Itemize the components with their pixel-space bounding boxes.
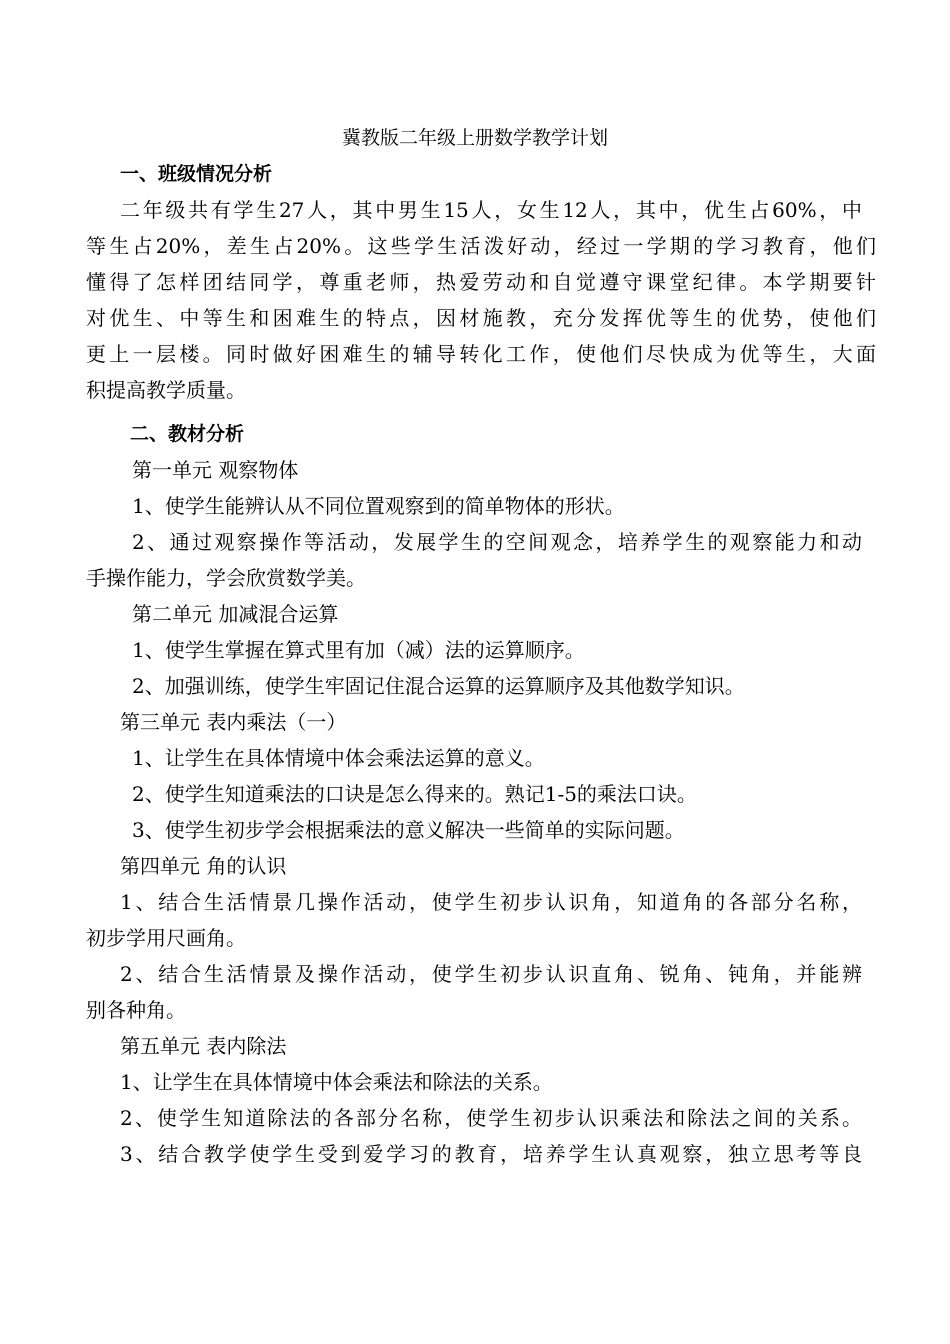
unit-item: 3、使学生初步学会根据乘法的意义解决一些简单的实际问题。 <box>132 818 685 842</box>
unit-item: 别各种角。 <box>86 998 186 1022</box>
paragraph-line: 积提高教学质量。 <box>86 378 246 402</box>
section-heading-class-analysis: 一、班级情况分析 <box>120 163 273 185</box>
unit-title: 第三单元 表内乘法（一） <box>120 710 347 734</box>
unit-item: 2、结合生活情景及操作活动，使学生初步认识直角、锐角、钝角，并能辨 <box>120 962 862 986</box>
unit-item: 2、使学生知道除法的各部分名称，使学生初步认识乘法和除法之间的关系。 <box>120 1106 862 1130</box>
paragraph-line: 二年级共有学生27人，其中男生15人，女生12人，其中，优生占60%，中 <box>120 198 862 222</box>
unit-item: 初步学用尺画角。 <box>86 926 246 950</box>
unit-item: 2、通过观察操作等活动，发展学生的空间观念，培养学生的观察能力和动 <box>132 530 862 554</box>
unit-item: 1、使学生能辨认从不同位置观察到的简单物体的形状。 <box>132 494 625 518</box>
section-heading-textbook-analysis: 二、教材分析 <box>130 423 245 445</box>
unit-item: 2、加强训练，使学生牢固记住混合运算的运算顺序及其他数学知识。 <box>132 674 745 698</box>
unit-item: 1、让学生在具体情境中体会乘法运算的意义。 <box>132 746 545 770</box>
unit-title: 第二单元 加减混合运算 <box>132 602 339 626</box>
unit-title: 第一单元 观察物体 <box>132 458 299 482</box>
unit-title: 第四单元 角的认识 <box>120 854 287 878</box>
paragraph-line: 等生占20%，差生占20%。这些学生活泼好动，经过一学期的学习教育，他们 <box>86 234 876 258</box>
unit-item: 手操作能力，学会欣赏数学美。 <box>86 566 366 590</box>
unit-item: 1、结合生活情景几操作活动，使学生初步认识角，知道角的各部分名称， <box>120 890 862 914</box>
unit-item: 1、让学生在具体情境中体会乘法和除法的关系。 <box>120 1070 553 1094</box>
unit-title: 第五单元 表内除法 <box>120 1034 287 1058</box>
unit-item: 1、使学生掌握在算式里有加（减）法的运算顺序。 <box>132 638 585 662</box>
paragraph-line: 更上一层楼。同时做好困难生的辅导转化工作，使他们尽快成为优等生，大面 <box>86 342 876 366</box>
document-title: 冀教版二年级上册数学教学计划 <box>341 127 608 149</box>
paragraph-line: 对优生、中等生和困难生的特点，因材施教，充分发挥优等生的优势，使他们 <box>86 306 876 330</box>
unit-item: 3、结合教学使学生受到爱学习的教育，培养学生认真观察，独立思考等良 <box>120 1142 862 1166</box>
paragraph-line: 懂得了怎样团结同学，尊重老师，热爱劳动和自觉遵守课堂纪律。本学期要针 <box>86 270 876 294</box>
unit-item: 2、使学生知道乘法的口诀是怎么得来的。熟记1-5的乘法口诀。 <box>132 782 697 806</box>
